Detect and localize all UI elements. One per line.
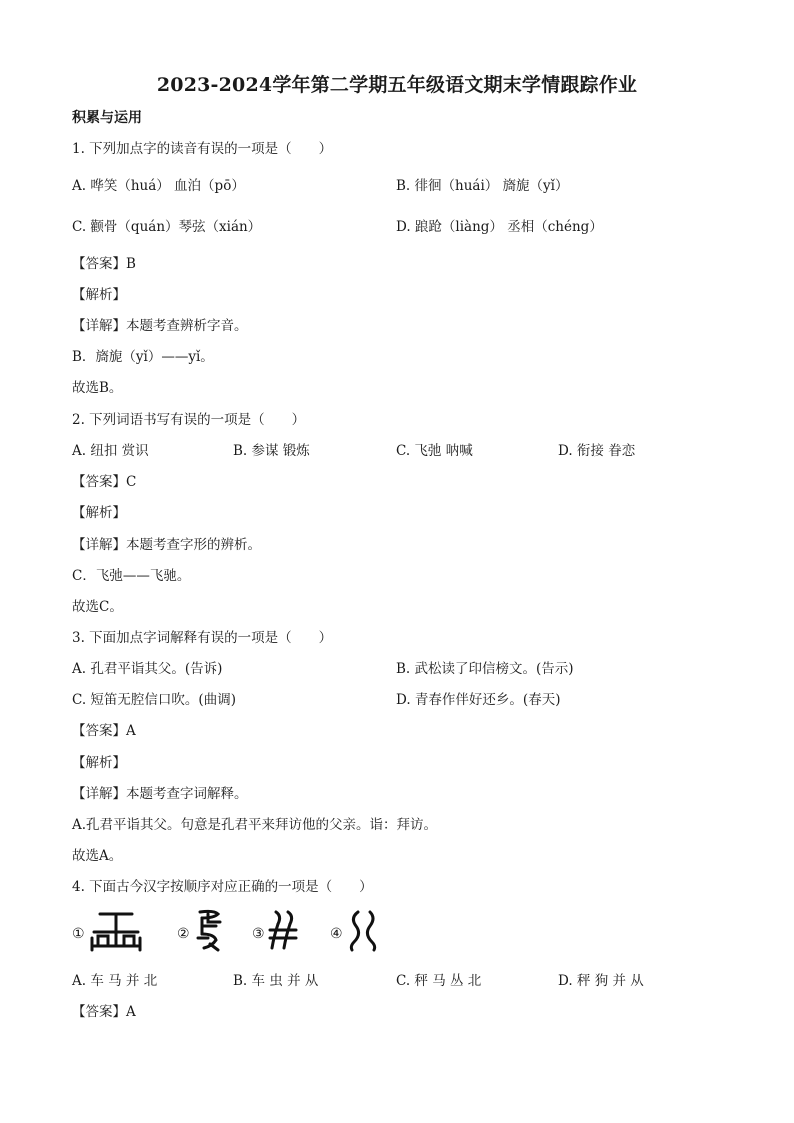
q3-conclusion: 故选A。 [72, 848, 123, 864]
q2-stem: 2. 下列词语书写有误的一项是（ ） [72, 412, 306, 428]
q4-option-d: D. 秤 狗 并 从 [558, 973, 644, 989]
q3-stem: 3. 下面加点字词解释有误的一项是（ ） [72, 630, 333, 646]
q4-stem: 4. 下面古今汉字按顺序对应正确的一项是（ ） [72, 879, 373, 895]
q3-detail: 【详解】本题考查字词解释。 [72, 786, 248, 802]
glyph-marker-3: ③ [252, 926, 265, 942]
q1-option-b: B. 徘徊（huái） 旖旎（yǐ） [396, 178, 569, 194]
q3-option-c: C. 短笛无腔信口吹。(曲调) [72, 692, 236, 708]
ancient-che-glyph [90, 910, 142, 952]
q1-stem: 1. 下列加点字的读音有误的一项是（ ） [72, 141, 333, 157]
q4-option-c: C. 秤 马 丛 北 [396, 973, 482, 989]
q2-analysis-label: 【解析】 [72, 505, 126, 521]
q2-option-b: B. 参谋 锻炼 [233, 443, 310, 459]
ancient-bei-glyph [346, 908, 378, 952]
q2-option-a: A. 纽扣 赏识 [72, 443, 149, 459]
section-heading: 积累与运用 [72, 110, 142, 126]
q1-conclusion: 故选B。 [72, 380, 123, 396]
q1-analysis-label: 【解析】 [72, 287, 126, 303]
q1-answer: 【答案】B [72, 256, 136, 272]
q3-analysis-label: 【解析】 [72, 755, 126, 771]
glyph-marker-1: ① [72, 926, 85, 942]
q3-option-a: A. 孔君平诣其父。(告诉) [72, 661, 223, 677]
q2-answer: 【答案】C [72, 474, 137, 490]
q4-option-a: A. 车 马 并 北 [72, 973, 158, 989]
q2-detail: 【详解】本题考查字形的辨析。 [72, 537, 261, 553]
ancient-bing-glyph [268, 908, 298, 952]
q3-option-b: B. 武松读了印信榜文。(告示) [396, 661, 574, 677]
q1-explanation: B．旖旎（yǐ）——yǐ。 [72, 349, 214, 365]
q1-detail: 【详解】本题考查辨析字音。 [72, 318, 248, 334]
glyph-marker-4: ④ [330, 926, 343, 942]
q2-conclusion: 故选C。 [72, 599, 123, 615]
ancient-ma-glyph [194, 908, 226, 952]
q2-option-c: C. 飞弛 呐喊 [396, 443, 473, 459]
q3-explanation: A.孔君平诣其父。句意是孔君平来拜访他的父亲。诣：拜访。 [72, 817, 438, 833]
q1-option-d: D. 踉跄（liàng） 丞相（chéng） [396, 219, 603, 235]
q4-answer: 【答案】A [72, 1004, 136, 1020]
q2-option-d: D. 衔接 眷恋 [558, 443, 636, 459]
q3-answer: 【答案】A [72, 723, 136, 739]
page-title: 2023-2024学年第二学期五年级语文期末学情跟踪作业 [156, 74, 638, 96]
glyph-marker-2: ② [177, 926, 190, 942]
q1-option-c: C. 颧骨（quán）琴弦（xián） [72, 219, 262, 235]
q3-option-d: D. 青春作伴好还乡。(春天) [396, 692, 561, 708]
q4-option-b: B. 车 虫 并 从 [233, 973, 319, 989]
q2-explanation: C．飞弛——飞驰。 [72, 568, 191, 584]
q1-option-a: A. 哗笑（huá） 血泊（pō） [72, 178, 245, 194]
